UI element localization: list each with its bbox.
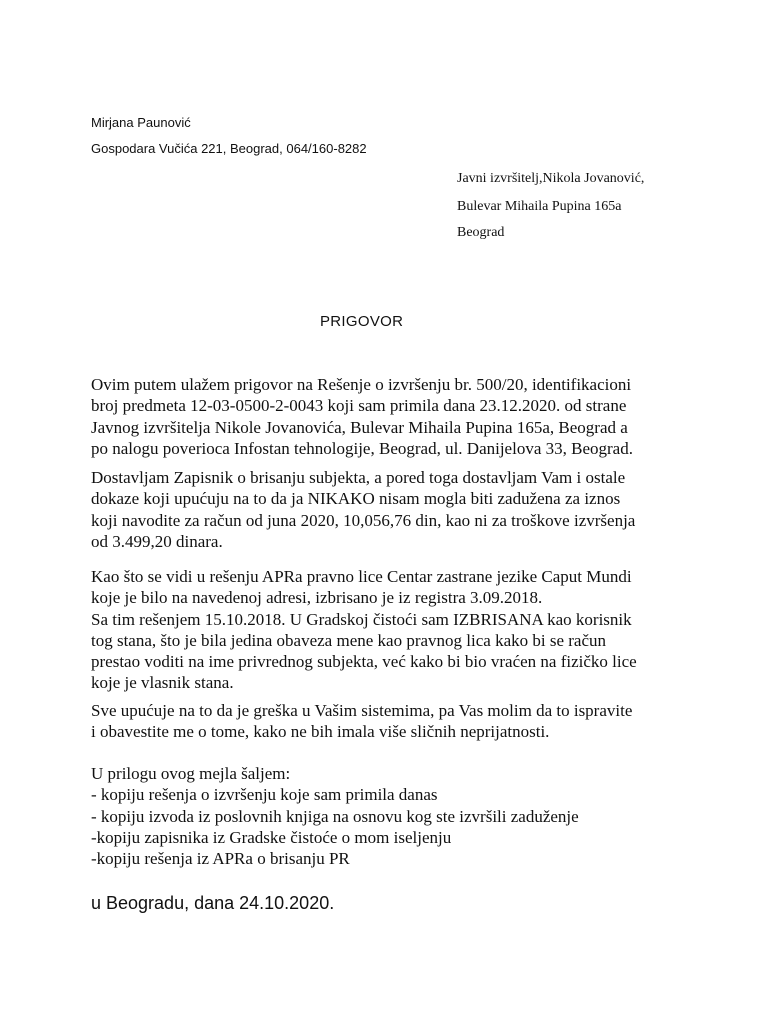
- paragraph-line: i obavestite me o tome, kako ne bih imala više sličnih neprijatnosti.: [91, 722, 550, 742]
- attachments-heading: U prilogu ovog mejla šaljem:: [91, 764, 291, 783]
- attachment-item: - kopiju rešenja o izvršenju koje sam primila danas: [91, 785, 438, 805]
- paragraph-line: Ovim putem ulažem prigovor na Rešenje o izvršenju br. 500/20, identifikacioni: [91, 375, 632, 394]
- sender-name: Mirjana Paunović: [91, 115, 191, 130]
- paragraph: [91, 374, 711, 459]
- recipient-line: Beograd: [457, 225, 505, 240]
- paragraph-line: koje je vlasnik stana.: [91, 673, 234, 693]
- paragraph-line: od 3.499,20 dinara.: [91, 531, 223, 551]
- paragraph-line: koji navodite za račun od juna 2020, 10,056,76 din, kao ni za troškove izvršenja: [91, 510, 636, 530]
- paragraph: [91, 700, 711, 743]
- paragraph-line: broj predmeta 12-03-0500-2-0043 koji sam primila dana 23.12.2020. od strane: [91, 396, 627, 416]
- paragraph-line: Dostavljam Zapisnik o brisanju subjekta, a pored toga dostavljam Vam i ostale: [91, 468, 626, 487]
- closing-place-date: u Beogradu, dana 24.10.2020.: [91, 893, 335, 913]
- paragraph-line: po nalogu poverioca Infostan tehnologije, Beograd, ul. Danijelova 33, Beograd.: [91, 438, 633, 458]
- paragraph: [91, 566, 711, 694]
- paragraph-line: Sve upućuje na to da je greška u Vašim sistemima, pa Vas molim da to ispravite: [91, 701, 633, 720]
- attachment-item: -kopiju rešenja iz APRa o brisanju PR: [91, 849, 350, 869]
- paragraph-line: Sa tim rešenjem 15.10.2018. U Gradskoj čistoći sam IZBRISANA kao korisnik: [91, 609, 632, 629]
- paragraph: [91, 467, 711, 552]
- attachment-item: - kopiju izvoda iz poslovnih knjiga na osnovu kog ste izvršili zaduženje: [91, 806, 579, 826]
- paragraph-line: Kao što se vidi u rešenju APRa pravno lice Centar zastrane jezike Caput Mundi: [91, 567, 632, 586]
- recipient-line: Bulevar Mihaila Pupina 165a: [457, 199, 622, 214]
- document-title: PRIGOVOR: [320, 313, 404, 330]
- paragraph-line: Javnog izvršitelja Nikole Jovanovića, Bulevar Mihaila Pupina 165a, Beograd a: [91, 417, 628, 437]
- paragraph-line: koje je bilo na navedenoj adresi, izbrisano je iz registra 3.09.2018.: [91, 588, 543, 608]
- paragraph-line: tog stana, što je bila jedina obaveza mene kao pravnog lica kako bi se račun: [91, 630, 607, 650]
- sender-address: Gospodara Vučića 221, Beograd, 064/160-8282: [91, 141, 367, 156]
- paragraph-line: dokaze koji upućuju na to da ja NIKAKO nisam mogla biti zadužena za iznos: [91, 489, 621, 509]
- recipient-line: Javni izvršitelj,Nikola Jovanović,: [457, 171, 645, 186]
- attachments-list: [91, 763, 711, 869]
- paragraph-line: prestao voditi na ime privrednog subjekta, već kako bi bio vraćen na fizičko lice: [91, 652, 637, 672]
- attachment-item: -kopiju zapisnika iz Gradske čistoće o mom iseljenju: [91, 827, 452, 847]
